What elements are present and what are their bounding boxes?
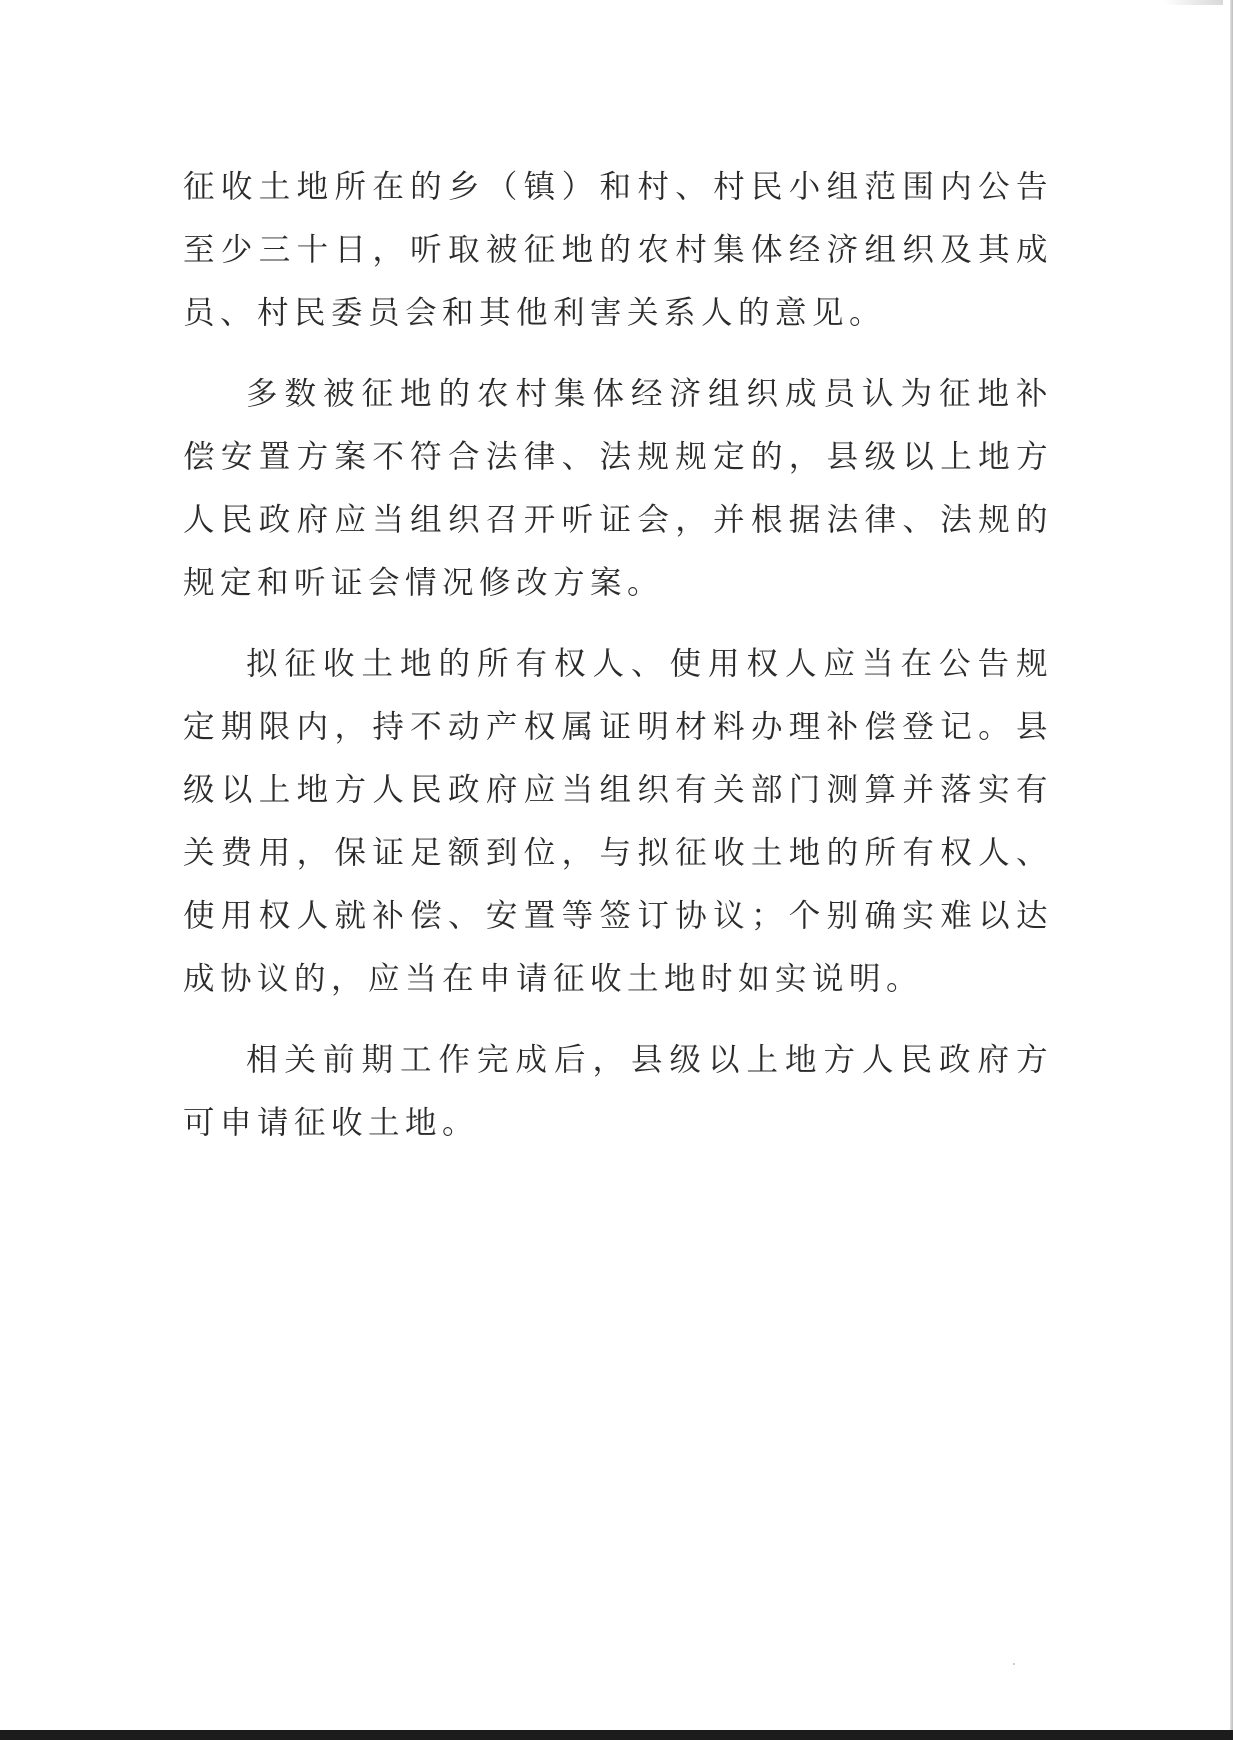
paragraph-1: 征收土地所在的乡（镇）和村、村民小组范围内公告至少三十日，听取被征地的农村集体经济组织及其成员、村民委员会和其他利害关系人的意见。 [183,169,1053,331]
document-body [183,156,1053,1155]
paragraph-3: 拟征收土地的所有权人、使用权人应当在公告规定期限内，持不动产权属证明材料办理补偿登记。县级以上地方人民政府应当组织有关部门测算并落实有关费用，保证足额到位，与拟征收土地的所有权人、使用权人就补偿、安置等签订协议；个别确实难以达成协议的，应当在申请征收土地时如实说明。 [183,646,1053,997]
scan-speck [1013,1663,1015,1665]
scan-edge-mark [1163,0,1223,5]
paragraph-4: 相关前期工作完成后，县级以上地方人民政府方可申请征收土地。 [183,1042,1053,1141]
paragraph-2: 多数被征地的农村集体经济组织成员认为征地补偿安置方案不符合法律、法规规定的，县级以上地方人民政府应当组织召开听证会，并根据法律、法规的规定和听证会情况修改方案。 [183,376,1053,601]
scan-bottom-edge [0,1730,1233,1740]
